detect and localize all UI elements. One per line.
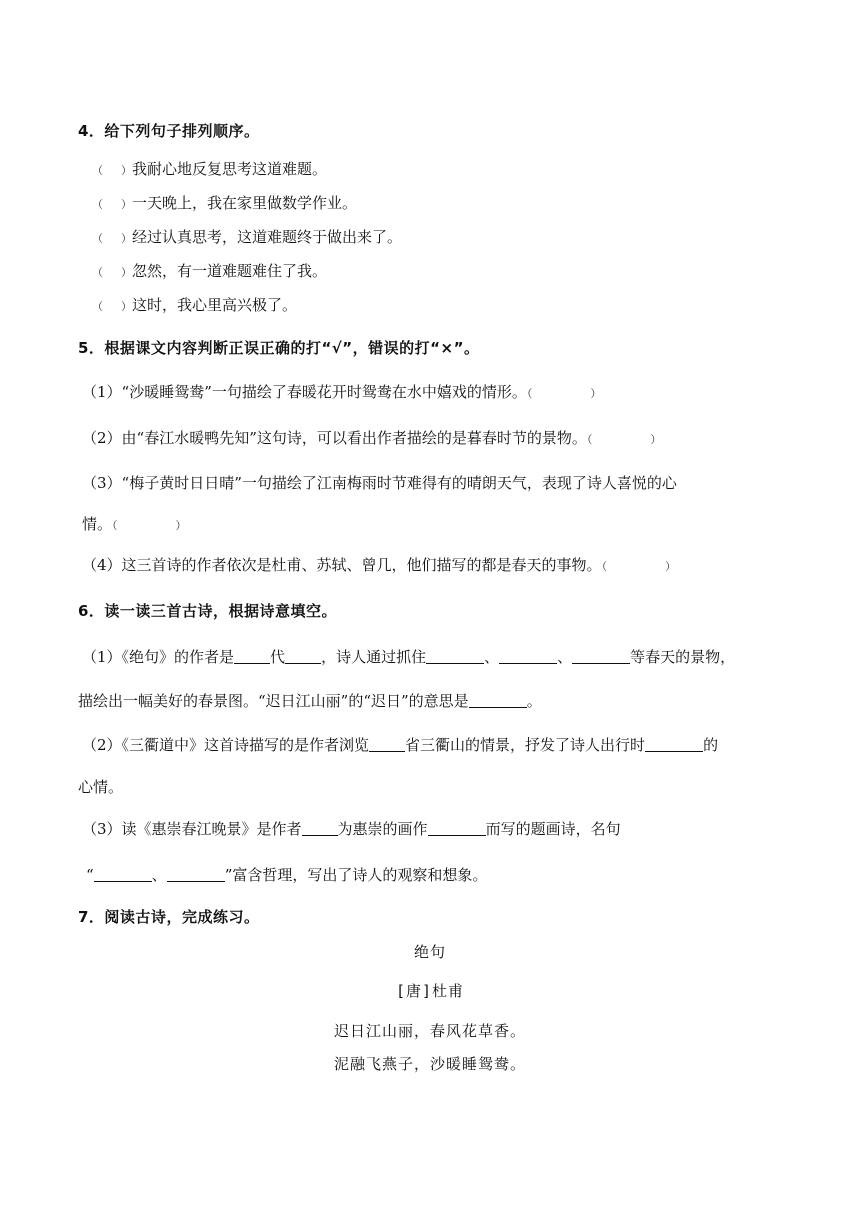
q5-item-3-cont: 情。（ ） <box>82 515 187 533</box>
q5-item-3: （3）“梅子黄时日日晴”一句描绘了江南梅雨时节难得有的晴朗天气，表现了诗人喜悦的心 <box>82 474 677 492</box>
q6-part3-line2: “ 、 ”富含哲理，写出了诗人的观察和想象。 <box>86 866 488 884</box>
q5-title: 5．根据课文内容判断正误正确的打“√”，错误的打“×”。 <box>78 339 480 357</box>
q6-part2-line2: 心情。 <box>78 778 124 796</box>
q4-item-2: （ ）一天晚上，我在家里做数学作业。 <box>92 194 358 212</box>
q6-title: 6．读一读三首古诗，根据诗意填空。 <box>78 602 337 620</box>
q4-item-text: 这时，我心里高兴极了。 <box>132 296 298 314</box>
q6-part1-line2: 描绘出一幅美好的春景图。“迟日江山丽”的“迟日”的意思是 。 <box>78 692 542 710</box>
poem-line-1: 迟日江山丽，春风花草香。 <box>333 1022 526 1040</box>
q6-part3-line1: （3）读《惠崇春江晚景》是作者 为惠崇的画作 而写的题画诗，名句 <box>82 820 621 838</box>
q4-item-text: 我耐心地反复思考这道难题。 <box>132 160 328 178</box>
q5-item-2: （2）由“春江水暖鸭先知”这句诗，可以看出作者描绘的是暮春时节的景物。（ ） <box>82 429 662 447</box>
q4-item-3: （ ）经过认真思考，这道难题终于做出来了。 <box>92 228 403 246</box>
poem-line-2: 泥融飞燕子，沙暖睡鸳鸯。 <box>333 1055 526 1073</box>
q4-item-text: 经过认真思考，这道难题终于做出来了。 <box>132 228 403 246</box>
q4-item-text: 忽然，有一道难题难住了我。 <box>132 262 328 280</box>
q7-title: 7．阅读古诗，完成练习。 <box>78 908 260 926</box>
q4-title: 4．给下列句子排列顺序。 <box>78 122 260 140</box>
q4-item-1: （ ）我耐心地反复思考这道难题。 <box>92 160 328 178</box>
q4-item-5: （ ）这时，我心里高兴极了。 <box>92 296 298 314</box>
q6-part2-line1: （2）《三衢道中》这首诗描写的是作者浏览 省三衢山的情景，抒发了诗人出行时 的 <box>82 736 719 754</box>
poem-title: 绝句 <box>413 943 446 961</box>
poem-author: [唐]杜甫 <box>395 982 465 1000</box>
q5-item-4: （4）这三首诗的作者依次是杜甫、苏轼、曾几，他们描写的都是春天的事物。（ ） <box>82 556 677 574</box>
q6-part1-line1: （1）《绝句》的作者是 代 ，诗人通过抓住 、 、 等春天的景物， <box>82 648 736 666</box>
q4-item-text: 一天晚上，我在家里做数学作业。 <box>132 194 358 212</box>
q4-item-4: （ ）忽然，有一道难题难住了我。 <box>92 262 328 280</box>
q5-item-1: （1）“沙暖睡鸳鸯”一句描绘了春暖花开时鸳鸯在水中嬉戏的情形。（ ） <box>82 383 602 401</box>
